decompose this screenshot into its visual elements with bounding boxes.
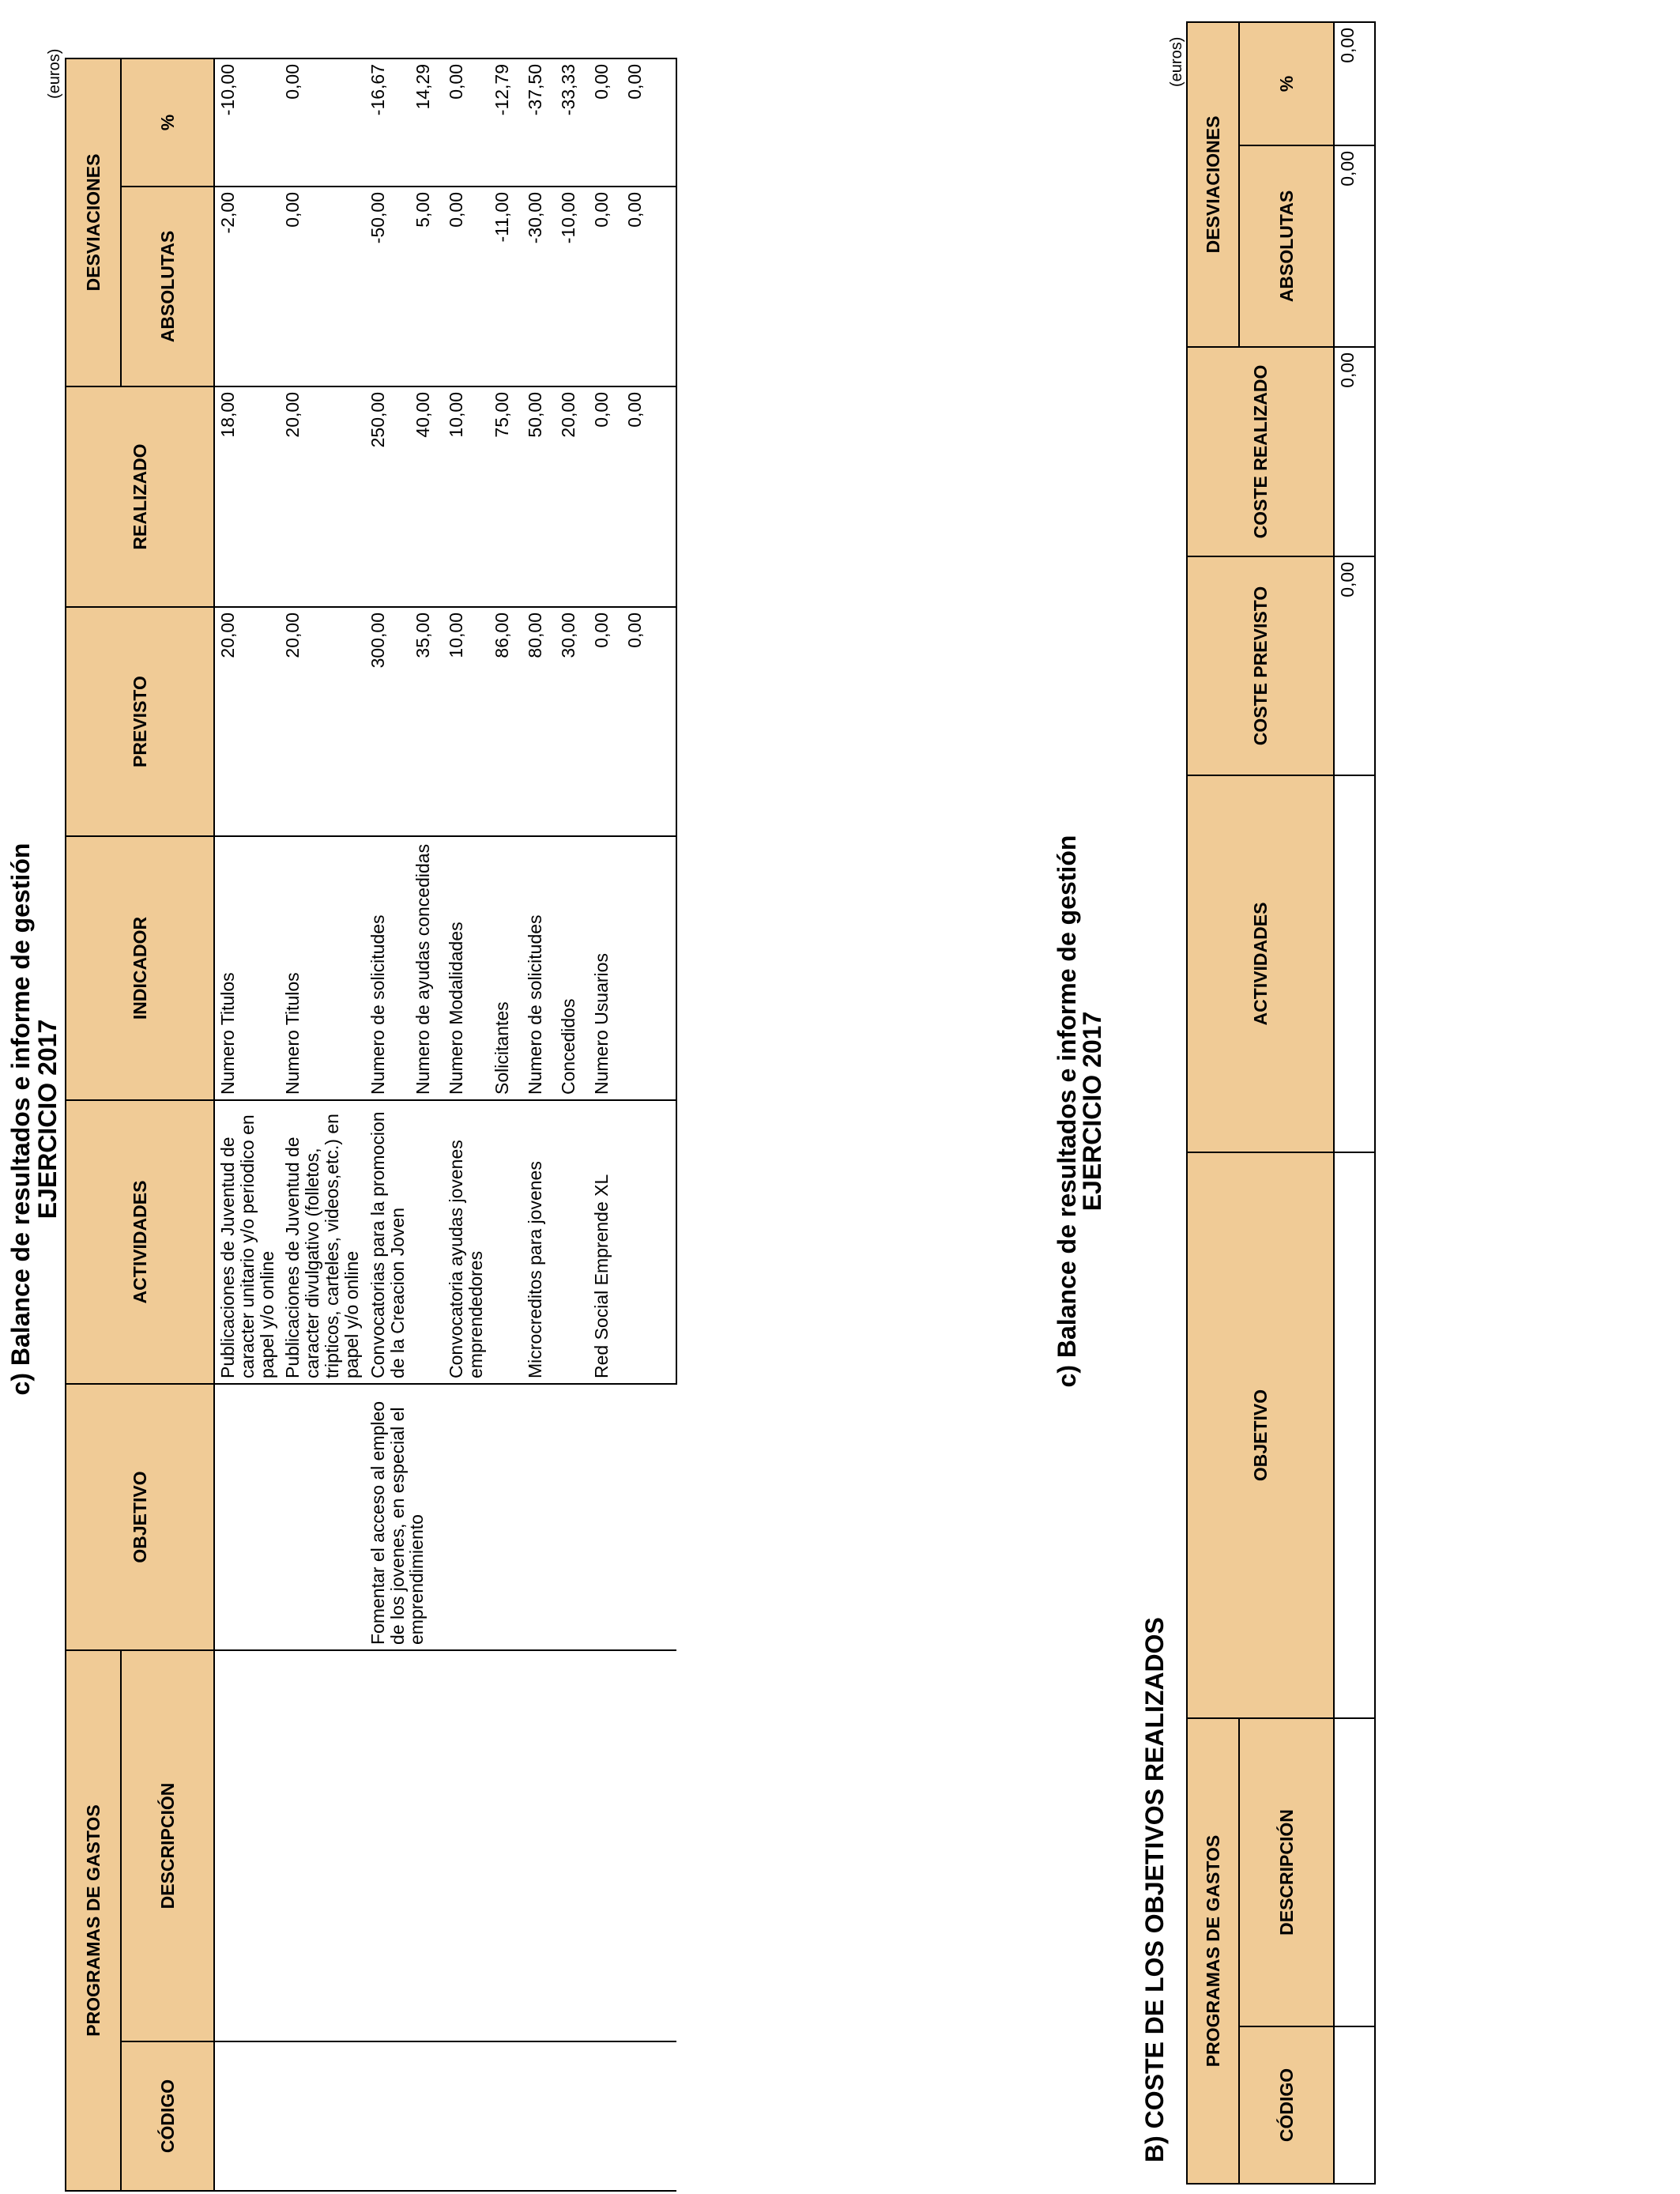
- previsto-cell: 20,00: [280, 607, 364, 836]
- objetivo-cell-2: [1334, 1152, 1375, 1718]
- pct-cell: -37,50: [522, 58, 556, 187]
- results-table: [65, 58, 677, 2192]
- realizado-header: REALIZADO: [66, 386, 214, 607]
- previsto-cell: 80,00: [522, 607, 556, 836]
- realizado-cell: 50,00: [522, 386, 556, 607]
- desviaciones-header: DESVIACIONES: [66, 58, 121, 386]
- report-title: c) Balance de resultados e informe de gestión: [6, 843, 35, 1396]
- pct-cell: 0,00: [443, 58, 489, 187]
- cost-table: [1186, 21, 1376, 2185]
- codigo-header-2: CÓDIGO: [1239, 2026, 1334, 2184]
- pct-cell-2: 0,00: [1334, 22, 1375, 145]
- codigo-cell-2: [1334, 2026, 1375, 2184]
- indicador-cell: Numero Titulos: [214, 836, 280, 1100]
- realizado-cell: 0,00: [589, 386, 622, 607]
- section-b-title: B) COSTE DE LOS OBJETIVOS REALIZADOS: [1140, 1617, 1169, 2162]
- descripcion-header: DESCRIPCIÓN: [121, 1650, 214, 2041]
- objetivo-header-2: OBJETIVO: [1187, 1152, 1334, 1718]
- realizado-cell: 75,00: [489, 386, 522, 607]
- absolutas-cell: 0,00: [280, 187, 364, 386]
- actividades-header-2: ACTIVIDADES: [1187, 775, 1334, 1152]
- pct-header-2: %: [1239, 22, 1334, 145]
- absolutas-header: ABSOLUTAS: [121, 187, 214, 386]
- absolutas-cell-2: 0,00: [1334, 145, 1375, 347]
- previsto-cell: 30,00: [556, 607, 589, 836]
- descripcion-cell: [214, 1650, 676, 2041]
- realizado-cell: 250,00: [365, 386, 411, 607]
- absolutas-cell: 0,00: [589, 187, 622, 386]
- absolutas-header-2: ABSOLUTAS: [1239, 145, 1334, 347]
- actividad-cell: [556, 1100, 589, 1384]
- actividad-cell: Publicaciones de Juventud de caracter unitario y/o periodico en papel y/o online: [214, 1100, 280, 1384]
- actividad-cell: Convocatoria ayudas jovenes emprendedores: [443, 1100, 489, 1384]
- indicador-cell: Numero Titulos: [280, 836, 364, 1100]
- objetivo-cell: Fomentar el acceso al empleo de los jovenes, en especial el emprendimiento: [365, 1384, 676, 1650]
- indicador-cell: [655, 836, 676, 1100]
- pct-cell: -12,79: [489, 58, 522, 187]
- realizado-cell: 0,00: [622, 386, 655, 607]
- codigo-cell: [214, 2041, 676, 2191]
- absolutas-cell: -30,00: [522, 187, 556, 386]
- previsto-cell: 10,00: [443, 607, 489, 836]
- pct-cell: 0,00: [589, 58, 622, 187]
- absolutas-cell: -10,00: [556, 187, 589, 386]
- realizado-cell: 10,00: [443, 386, 489, 607]
- actividades-cell-2: [1334, 775, 1375, 1152]
- actividad-cell: [410, 1100, 443, 1384]
- previsto-cell: 300,00: [365, 607, 411, 836]
- indicador-cell: Numero Usuarios: [589, 836, 622, 1100]
- pct-cell: 14,29: [410, 58, 443, 187]
- previsto-cell: 35,00: [410, 607, 443, 836]
- actividad-cell: Publicaciones de Juventud de caracter divulgativo (folletos, tripticos, carteles, videos,etc.) en papel y/o online: [280, 1100, 364, 1384]
- actividad-cell: Red Social Emprende XL: [589, 1100, 622, 1384]
- pct-cell: -33,33: [556, 58, 589, 187]
- objetivo-header: OBJETIVO: [66, 1384, 214, 1650]
- actividad-cell: [489, 1100, 522, 1384]
- coste-previsto-header: COSTE PREVISTO: [1187, 556, 1334, 775]
- realizado-cell: 20,00: [556, 386, 589, 607]
- previsto-cell: [655, 607, 676, 836]
- absolutas-cell: -2,00: [214, 187, 280, 386]
- indicador-cell: Numero de ayudas concedidas: [410, 836, 443, 1100]
- absolutas-cell: 0,00: [443, 187, 489, 386]
- actividad-cell: Microcreditos para jovenes: [522, 1100, 556, 1384]
- absolutas-cell: 0,00: [622, 187, 655, 386]
- actividad-cell: [622, 1100, 655, 1384]
- indicador-cell: Numero de solicitudes: [365, 836, 411, 1100]
- units-label-2: (euros): [1168, 36, 1185, 87]
- absolutas-cell: [655, 187, 676, 386]
- pct-header: %: [121, 58, 214, 187]
- table-row: [214, 58, 280, 2191]
- pct-cell: -10,00: [214, 58, 280, 187]
- table-row: [1334, 22, 1375, 2184]
- indicador-cell: [622, 836, 655, 1100]
- report-subtitle: EJERCICIO 2017: [33, 1019, 62, 1220]
- actividad-cell: Convocatorias para la promocion de la Creacion Joven: [365, 1100, 411, 1384]
- previsto-header: PREVISTO: [66, 607, 214, 836]
- absolutas-cell: 5,00: [410, 187, 443, 386]
- pct-cell: 0,00: [622, 58, 655, 187]
- indicador-header: INDICADOR: [66, 836, 214, 1100]
- programas-header: PROGRAMAS DE GASTOS: [66, 1650, 121, 2191]
- coste-realizado-header: COSTE REALIZADO: [1187, 347, 1334, 556]
- realizado-cell: 40,00: [410, 386, 443, 607]
- indicador-cell: Numero de solicitudes: [522, 836, 556, 1100]
- programas-header-2: PROGRAMAS DE GASTOS: [1187, 1718, 1239, 2184]
- desviaciones-header-2: DESVIACIONES: [1187, 22, 1239, 347]
- pct-cell: 0,00: [280, 58, 364, 187]
- previsto-cell: 0,00: [622, 607, 655, 836]
- coste-realizado-cell: 0,00: [1334, 347, 1375, 556]
- realizado-cell: 18,00: [214, 386, 280, 607]
- actividad-cell: [655, 1100, 676, 1384]
- previsto-cell: 86,00: [489, 607, 522, 836]
- actividades-header: ACTIVIDADES: [66, 1100, 214, 1384]
- coste-previsto-cell: 0,00: [1334, 556, 1375, 775]
- previsto-cell: 0,00: [589, 607, 622, 836]
- report-title-2: c) Balance de resultados e informe de gestión: [1053, 835, 1081, 1388]
- pct-cell: -16,67: [365, 58, 411, 187]
- indicador-cell: Concedidos: [556, 836, 589, 1100]
- realizado-cell: 20,00: [280, 386, 364, 607]
- descripcion-cell-2: [1334, 1718, 1375, 2026]
- realizado-cell: [655, 386, 676, 607]
- units-label: (euros): [46, 48, 63, 99]
- absolutas-cell: -50,00: [365, 187, 411, 386]
- indicador-cell: Numero Modalidades: [443, 836, 489, 1100]
- indicador-cell: Solicitantes: [489, 836, 522, 1100]
- previsto-cell: 20,00: [214, 607, 280, 836]
- codigo-header: CÓDIGO: [121, 2041, 214, 2191]
- report-subtitle-2: EJERCICIO 2017: [1078, 1011, 1106, 1212]
- absolutas-cell: -11,00: [489, 187, 522, 386]
- objetivo-cell: [214, 1384, 365, 1650]
- pct-cell: [655, 58, 676, 187]
- descripcion-header-2: DESCRIPCIÓN: [1239, 1718, 1334, 2026]
